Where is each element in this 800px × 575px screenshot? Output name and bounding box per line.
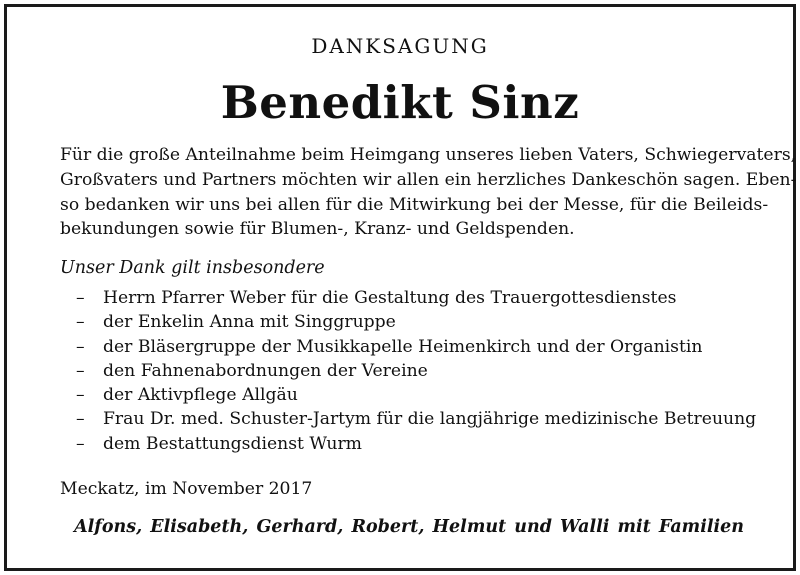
paragraph-line: Für die große Anteilnahme beim Heimgang unseres lieben Vaters, Schwiegervaters,: [60, 145, 797, 165]
list-dash: –: [76, 433, 85, 454]
place-date: Meckatz, im November 2017: [60, 479, 313, 499]
list-dash: –: [76, 360, 85, 381]
list-item: [76, 432, 756, 456]
deceased-name: Benedikt Sinz: [220, 76, 580, 129]
thanks-list: [76, 286, 756, 456]
list-item-text: Frau Dr. med. Schuster-Jartym für die langjährige medizinische Betreuung: [103, 409, 757, 430]
list-item: [76, 383, 756, 407]
list-item-text: den Fahnenabordnungen der Vereine: [103, 360, 428, 381]
list-dash: –: [76, 385, 85, 406]
list-dash: –: [76, 336, 85, 357]
list-dash: –: [76, 288, 85, 308]
list-item-text: der Bläsergruppe der Musikkapelle Heimenkirch und der Organistin: [103, 336, 703, 357]
notice-heading: DANKSAGUNG: [311, 34, 489, 58]
list-item-text: der Aktivpflege Allgäu: [103, 385, 298, 406]
list-item: [76, 335, 756, 359]
list-item-text: der Enkelin Anna mit Singgruppe: [103, 312, 396, 333]
signature: Alfons, Elisabeth, Gerhard, Robert, Helmut und Walli mit Familien: [74, 517, 744, 537]
list-dash: –: [76, 312, 85, 333]
list-dash: –: [76, 409, 85, 430]
thanks-subheading: Unser Dank gilt insbesondere: [60, 258, 325, 278]
paragraph-line: so bedanken wir uns bei allen für die Mitwirkung bei der Messe, für die Beileids-: [60, 194, 769, 215]
thanks-paragraph: [60, 143, 797, 242]
list-item: [76, 310, 756, 334]
list-item-text: Herrn Pfarrer Weber für die Gestaltung des Trauergottesdienstes: [103, 288, 677, 308]
paragraph-line: bekundungen sowie für Blumen-, Kranz- und Geldspenden.: [60, 219, 575, 240]
list-item: [76, 286, 756, 310]
list-item-text: dem Bestattungsdienst Wurm: [103, 433, 362, 454]
list-item: [76, 407, 756, 431]
list-item: [76, 359, 756, 383]
paragraph-line: Großvaters und Partners möchten wir allen ein herzliches Dankeschön sagen. Eben-: [60, 169, 797, 190]
